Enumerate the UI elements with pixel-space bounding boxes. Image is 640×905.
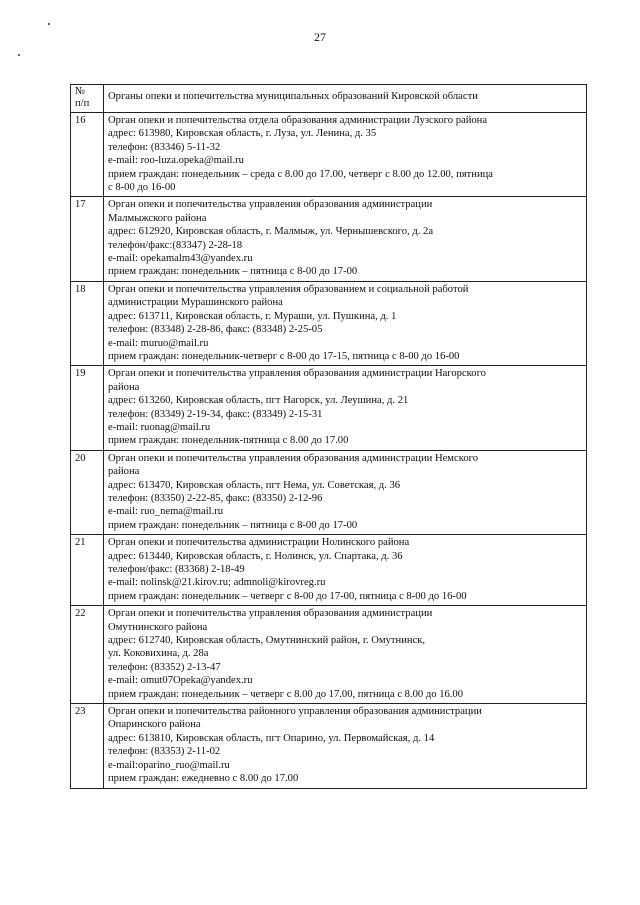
guardianship-table bbox=[70, 84, 587, 789]
row-number: 22 bbox=[71, 606, 104, 704]
header-num-sublabel: п/п bbox=[75, 98, 90, 109]
row-number: 16 bbox=[71, 113, 104, 197]
row-detail-line: телефон: (83346) 5-11-32 bbox=[108, 141, 221, 153]
row-detail-line: телефон: (83348) 2-28-86, факс: (83348) 2-25-05 bbox=[108, 324, 323, 336]
row-detail-line: района bbox=[108, 381, 140, 393]
page-number: 27 bbox=[314, 30, 326, 44]
row-detail-line: Орган опеки и попечительства администрации Нолинского района bbox=[108, 537, 410, 549]
row-detail-line: Орган опеки и попечительства управления образования администрации Немского bbox=[108, 452, 478, 464]
row-detail-line: прием граждан: понедельник – четверг с 8-00 до 17-00, пятница с 8-00 до 16-00 bbox=[108, 590, 467, 602]
row-detail-line: телефон: (83352) 2-13-47 bbox=[108, 661, 221, 673]
row-detail-line: адрес: 613470, Кировская область, пгт Нема, ул. Советская, д. 36 bbox=[108, 479, 401, 491]
row-detail-line: адрес: 612920, Кировская область, г. Малмыж, ул. Чернышевского, д. 2а bbox=[108, 226, 434, 238]
row-number: 18 bbox=[71, 281, 104, 365]
row-detail-line: адрес: 613711, Кировская область, г. Мураши, ул. Пушкина, д. 1 bbox=[108, 310, 397, 322]
row-detail-line: Орган опеки и попечительства управления образованием и социальной работой bbox=[108, 283, 469, 295]
row-detail-line: адрес: 613260, Кировская область, пгт Нагорск, ул. Леушина, д. 21 bbox=[108, 395, 409, 407]
row-number: 21 bbox=[71, 535, 104, 606]
row-detail-line: администрации Мурашинского района bbox=[108, 297, 283, 309]
row-detail-line: e-mail: ruo_nema@mail.ru bbox=[108, 506, 224, 518]
row-detail-line: прием граждан: понедельник – четверг с 8.00 до 17.00, пятница с 8.00 до 16.00 bbox=[108, 688, 464, 700]
row-details bbox=[104, 366, 587, 450]
table-row bbox=[71, 450, 587, 534]
row-details bbox=[104, 704, 587, 788]
row-number: 19 bbox=[71, 366, 104, 450]
row-detail-line: Омутнинского района bbox=[108, 621, 208, 633]
row-number: 20 bbox=[71, 450, 104, 534]
row-detail-line: Орган опеки и попечительства управления образования администрации Нагорского bbox=[108, 368, 486, 380]
row-detail-line: Орган опеки и попечительства управления образования администрации bbox=[108, 199, 433, 211]
row-number: 23 bbox=[71, 704, 104, 788]
scan-speck bbox=[48, 23, 50, 25]
row-details bbox=[104, 113, 587, 197]
row-detail-line: телефон: (83349) 2-19-34, факс: (83349) 2-15-31 bbox=[108, 408, 323, 420]
row-number: 17 bbox=[71, 197, 104, 281]
row-details bbox=[104, 281, 587, 365]
row-details bbox=[104, 197, 587, 281]
table-row bbox=[71, 366, 587, 450]
row-detail-line: адрес: 613440, Кировская область, г. Нолинск, ул. Спартака, д. 36 bbox=[108, 550, 403, 562]
row-detail-line: адрес: 613980, Кировская область, г. Луза, ул. Ленина, д. 35 bbox=[108, 128, 377, 140]
row-detail-line: телефон/факс:(83347) 2-28-18 bbox=[108, 239, 243, 251]
row-detail-line: прием граждан: понедельник-четверг с 8-00 до 17-15, пятница с 8-00 до 16-00 bbox=[108, 350, 460, 362]
row-detail-line: e-mail: roo-luza.opeka@mail.ru bbox=[108, 155, 244, 167]
row-detail-line: e-mail: omut07Opeka@yandex.ru bbox=[108, 675, 253, 687]
row-details bbox=[104, 535, 587, 606]
scan-speck bbox=[18, 54, 20, 56]
header-num-label: № bbox=[75, 86, 86, 97]
row-detail-line: Опаринского района bbox=[108, 719, 201, 731]
row-detail-line: e-mail:oparino_ruo@mail.ru bbox=[108, 759, 230, 771]
row-detail-line: телефон/факс: (83368) 2-18-49 bbox=[108, 564, 245, 575]
row-detail-line: с 8-00 до 16-00 bbox=[108, 182, 176, 194]
table-row bbox=[71, 704, 587, 788]
row-detail-line: прием граждан: понедельник – среда с 8.00 до 17.00, четверг с 8.00 до 12.00, пятница bbox=[108, 168, 493, 180]
row-detail-line: e-mail: nolinsk@21.kirov.ru; admnoli@kirovreg.ru bbox=[108, 577, 326, 589]
row-detail-line: e-mail: muruo@mail.ru bbox=[108, 337, 209, 349]
row-detail-line: прием граждан: понедельник – пятница с 8-00 до 17-00 bbox=[108, 519, 358, 531]
row-detail-line: e-mail: opekamalm43@yandex.ru bbox=[108, 253, 253, 265]
header-title: Органы опеки и попечительства муниципальных образований Кировской области bbox=[108, 91, 478, 102]
table-row bbox=[71, 197, 587, 281]
row-detail-line: адрес: 612740, Кировская область, Омутнинский район, г. Омутнинск, bbox=[108, 635, 426, 647]
header-num-cell bbox=[71, 85, 104, 113]
table-header-row bbox=[71, 85, 587, 113]
row-detail-line: телефон: (83353) 2-11-02 bbox=[108, 746, 221, 758]
row-detail-line: прием граждан: ежедневно с 8.00 до 17.00 bbox=[108, 773, 299, 785]
row-detail-line: прием граждан: понедельник – пятница с 8-00 до 17-00 bbox=[108, 266, 358, 278]
row-details bbox=[104, 450, 587, 534]
table-row bbox=[71, 535, 587, 606]
table-row bbox=[71, 113, 587, 197]
row-detail-line: Малмыжского района bbox=[108, 212, 207, 224]
row-detail-line: адрес: 613810, Кировская область, пгт Опарино, ул. Первомайская, д. 14 bbox=[108, 732, 435, 744]
row-detail-line: телефон: (83350) 2-22-85, факс: (83350) 2-12-96 bbox=[108, 492, 323, 504]
row-detail-line: прием граждан: понедельник-пятница с 8.00 до 17.00 bbox=[108, 435, 349, 447]
row-detail-line: Орган опеки и попечительства отдела образования администрации Лузского района bbox=[108, 115, 488, 126]
header-title-cell bbox=[104, 85, 587, 113]
table-row bbox=[71, 281, 587, 365]
row-detail-line: e-mail: ruonag@mail.ru bbox=[108, 421, 211, 433]
row-details bbox=[104, 606, 587, 704]
row-detail-line: Орган опеки и попечительства управления образования администрации bbox=[108, 608, 433, 620]
row-detail-line: Орган опеки и попечительства районного управления образования администрации bbox=[108, 706, 482, 718]
row-detail-line: района bbox=[108, 466, 140, 478]
table-row bbox=[71, 606, 587, 704]
row-detail-line: ул. Коковихина, д. 28а bbox=[108, 648, 209, 660]
